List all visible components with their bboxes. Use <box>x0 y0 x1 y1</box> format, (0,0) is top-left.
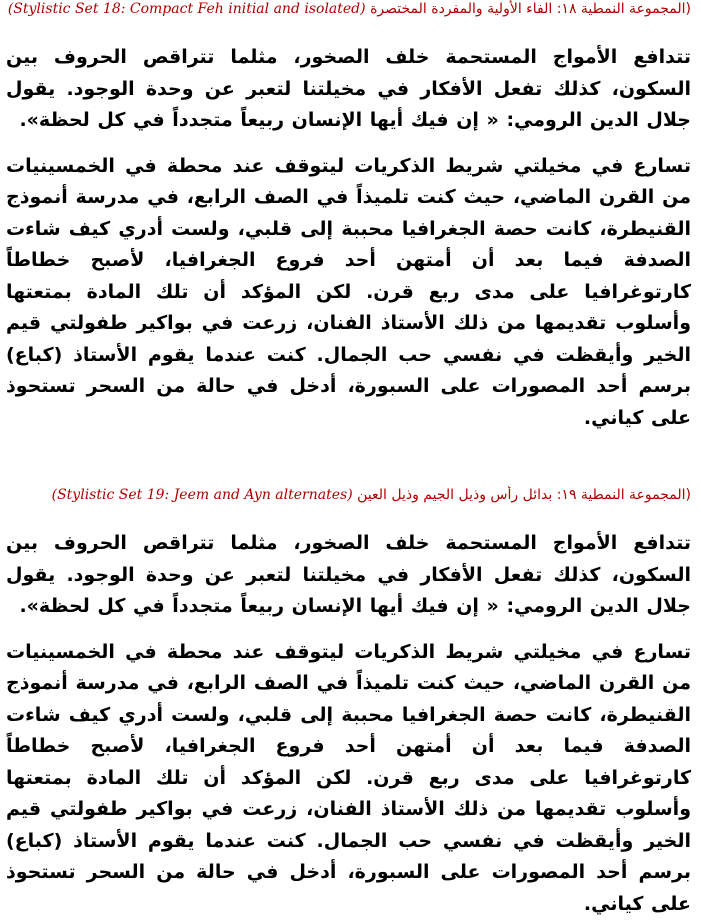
section-caption <box>6 0 691 18</box>
section-caption <box>6 486 691 504</box>
caption-arabic: (المجموعة النمطية ١٨: الفاء الأولية والمفردة المختصرة <box>370 1 691 17</box>
stylistic-set-19-section <box>6 486 691 920</box>
stylistic-set-18-section <box>6 0 691 434</box>
caption-english: (Stylistic Set 19: Jeem and Ayn alternates) <box>52 487 353 503</box>
caption-english: (Stylistic Set 18: Compact Feh initial and isolated) <box>8 1 366 17</box>
caption-arabic: (المجموعة النمطية ١٩: بدائل رأس وذيل الجيم وذيل العين <box>357 487 691 503</box>
body-paragraph: تتدافع الأمواج المستحمة خلف الصخور، مثلما تتراقص الحروف بين السكون، كذلك تفعل الأفكار في مخيلتنا لتعبر عن وحدة الوجود. يقول جلال الدين الرومي: « إن فيك أيها الإنسان ربيعاً متجدداً في كل لحظة». <box>6 528 691 623</box>
body-paragraph: تتدافع الأمواج المستحمة خلف الصخور، مثلما تتراقص الحروف بين السكون، كذلك تفعل الأفكار في مخيلتنا لتعبر عن وحدة الوجود. يقول جلال الدين الرومي: « إن فيك أيها الإنسان ربيعاً متجدداً في كل لحظة». <box>6 42 691 137</box>
body-paragraph: تسارع في مخيلتي شريط الذكريات ليتوقف عند محطة في الخمسينيات من القرن الماضي، حيث كنت تلميذاً في الصف الرابع، في مدرسة أنموذج القنيطرة، كانت حصة الجغرافيا محببة إلى قلبي، ولست أدري كيف شاءت الصدفة فيما بعد أن أمتهن أحد فروع الجغرافيا، لأصبح خطاطاً كارتوغرافيا على مدى ربع قرن. لكن المؤكد أن تلك المادة بمتعتها وأسلوب تقديمها من ذلك الأستاذ الفنان، زرعت في بواكير طفولتي قيم الخير وأيقظت في نفسي حب الجمال. كنت عندما يقوم الأستاذ (كباع) برسم أحد المصورات على السبورة، أدخل في حالة من السحر تستحوذ على كياني. <box>6 637 691 920</box>
body-paragraph: تسارع في مخيلتي شريط الذكريات ليتوقف عند محطة في الخمسينيات من القرن الماضي، حيث كنت تلميذاً في الصف الرابع، في مدرسة أنموذج القنيطرة، كانت حصة الجغرافيا محببة إلى قلبي، ولست أدري كيف شاءت الصدفة فيما بعد أن أمتهن أحد فروع الجغرافيا، لأصبح خطاطاً كارتوغرافيا على مدى ربع قرن. لكن المؤكد أن تلك المادة بمتعتها وأسلوب تقديمها من ذلك الأستاذ الفنان، زرعت في بواكير طفولتي قيم الخير وأيقظت في نفسي حب الجمال. كنت عندما يقوم الأستاذ (كباع) برسم أحد المصورات على السبورة، أدخل في حالة من السحر تستحوذ على كياني. <box>6 151 691 435</box>
